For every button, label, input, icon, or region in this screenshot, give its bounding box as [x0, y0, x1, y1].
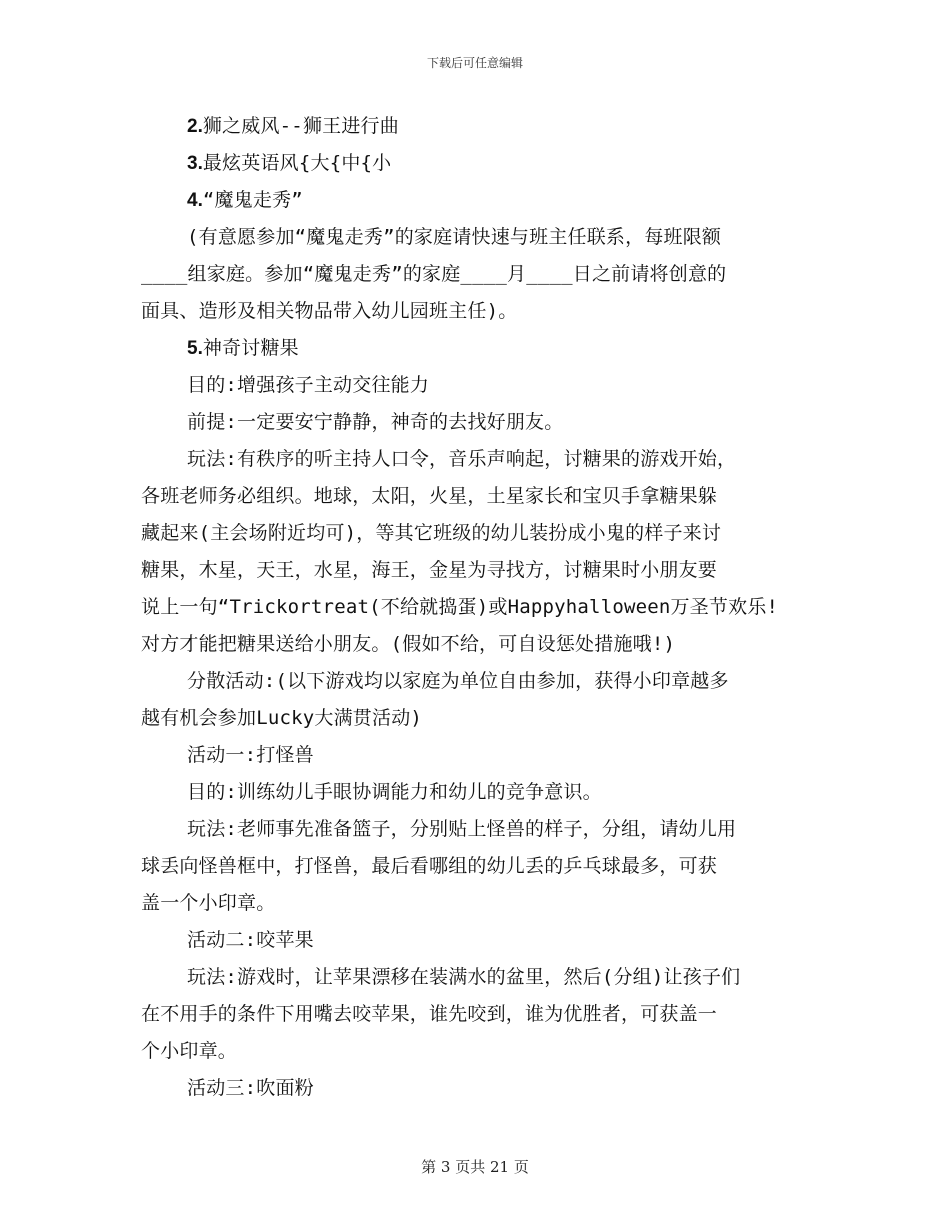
page-footer: 第 3 页共 21 页	[421, 1158, 529, 1176]
list-number: 3.	[187, 153, 203, 174]
list-text: 最炫英语风{大{中{小	[202, 152, 392, 174]
paragraph-line: 个小印章。	[141, 1040, 238, 1062]
list-number: 2.	[187, 116, 203, 137]
paragraph-line: 盖一个小印章。	[141, 892, 276, 914]
paragraph-line: (有意愿参加“魔鬼走秀”的家庭请快速与班主任联系，每班限额	[187, 226, 722, 248]
list-number: 5.	[187, 338, 203, 359]
paragraph-line: 目的:增强孩子主动交往能力	[187, 374, 430, 396]
paragraph-line: 在不用手的条件下用嘴去咬苹果，谁先咬到，谁为优胜者，可获盖一	[141, 1003, 718, 1025]
paragraph-line: 各班老师务必组织。地球，太阳，火星，土星家长和宝贝手拿糖果躲	[141, 485, 718, 507]
section-heading: 活动二:咬苹果	[187, 929, 314, 951]
section-heading: 活动三:吹面粉	[187, 1077, 314, 1099]
paragraph-line: 藏起来(主会场附近均可)，等其它班级的幼儿装扮成小鬼的样子来讨	[141, 522, 722, 544]
document-body	[141, 108, 821, 1107]
paragraph-line: ____组家庭。参加“魔鬼走秀”的家庭____月____日之前请将创意的	[141, 263, 727, 285]
paragraph-line: 越有机会参加Lucky大满贯活动)	[141, 707, 423, 729]
list-number: 4.	[187, 190, 203, 211]
list-item-5	[141, 330, 821, 367]
list-item-4	[141, 182, 821, 219]
paragraph-line: 目的:训练幼儿手眼协调能力和幼儿的竞争意识。	[187, 781, 602, 803]
paragraph-line: 球丢向怪兽框中，打怪兽，最后看哪组的幼儿丢的乒乓球最多，可获	[141, 855, 718, 877]
paragraph-line: 玩法:有秩序的听主持人口令，音乐声响起，讨糖果的游戏开始，	[187, 448, 737, 470]
list-text: “魔鬼走秀”	[202, 189, 303, 211]
list-text: 神奇讨糖果	[202, 337, 299, 359]
page-header: 下载后可任意编辑	[426, 56, 523, 70]
paragraph-line: 玩法:老师事先准备篮子，分别贴上怪兽的样子，分组，请幼儿用	[187, 818, 737, 840]
section-heading: 活动一:打怪兽	[187, 744, 314, 766]
paragraph-line: 对方才能把糖果送给小朋友。(假如不给，可自设惩处措施哦!)	[141, 633, 676, 655]
list-item-2	[141, 108, 821, 145]
paragraph-line: 分散活动:(以下游戏均以家庭为单位自由参加，获得小印章越多	[187, 670, 729, 692]
paragraph-line: 玩法:游戏时，让苹果漂移在装满水的盆里，然后(分组)让孩子们	[187, 966, 741, 988]
paragraph-line: 说上一句“Trickortreat(不给就捣蛋)或Happyhalloween万圣节欢乐!	[141, 596, 779, 618]
paragraph-line: 面具、造形及相关物品带入幼儿园班主任)。	[141, 300, 518, 322]
list-text: 狮之威风--狮王进行曲	[202, 115, 399, 137]
list-item-3	[141, 145, 821, 182]
paragraph-line: 糖果，木星，天王，水星，海王，金星为寻找方，讨糖果时小朋友要	[141, 559, 718, 581]
paragraph-line: 前提:一定要安宁静静，神奇的去找好朋友。	[187, 411, 564, 433]
